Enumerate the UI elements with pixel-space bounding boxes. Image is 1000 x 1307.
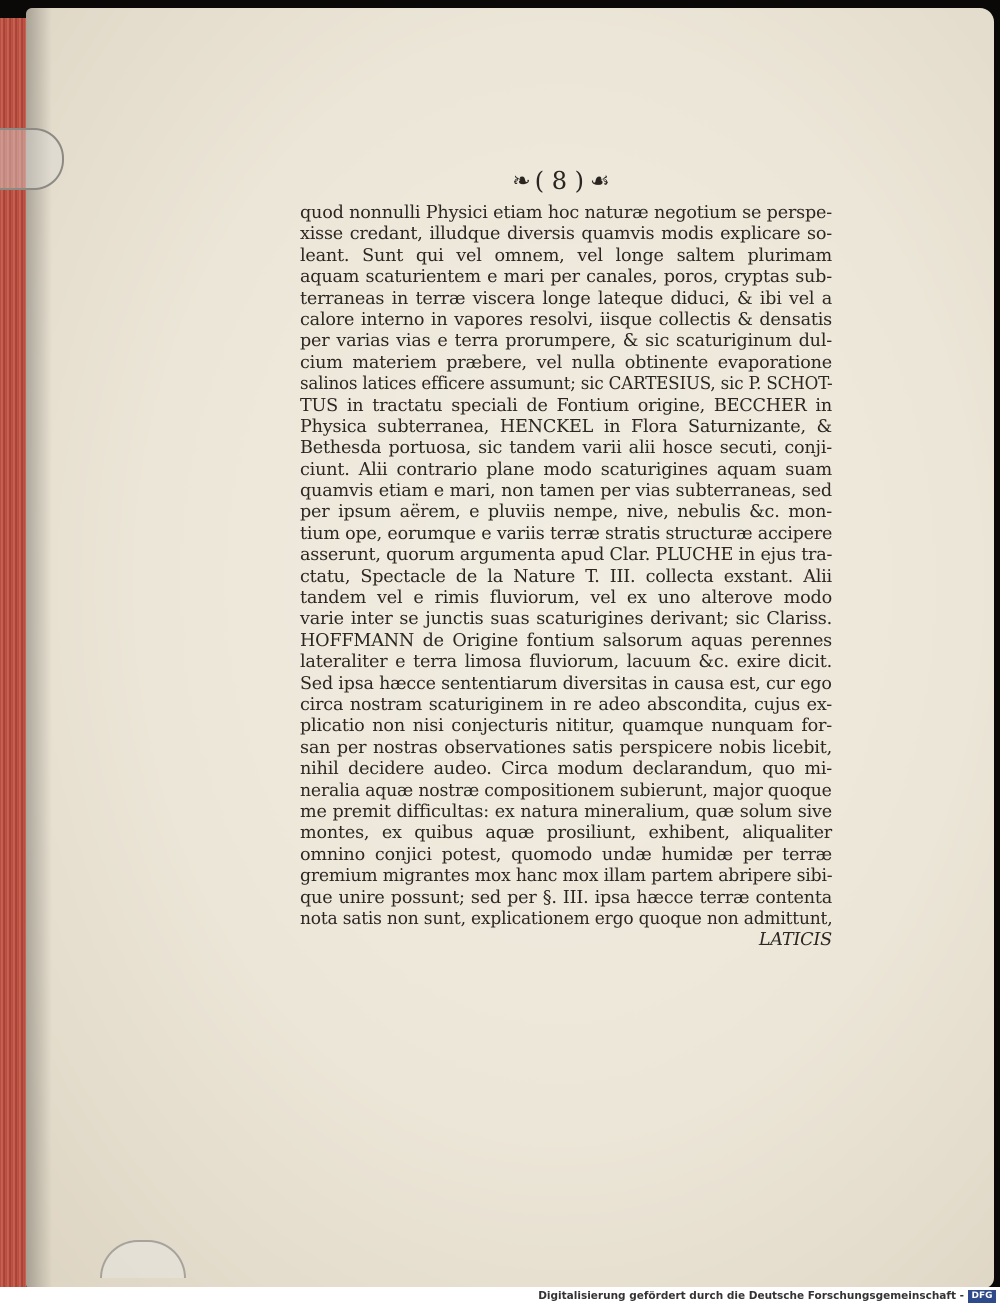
text-line: Physica subterranea, HENCKEL in Flora Saturnizante, & [300, 416, 832, 437]
text-line: ctatu, Spectacle de la Nature T. III. collecta exstant. Alii [300, 566, 832, 587]
text-line: san per nostras observationes satis perspicere nobis licebit, [300, 737, 832, 758]
text-line: cium materiem præbere, vel nulla obtinente evaporatione [300, 352, 832, 373]
scan-border [994, 0, 1000, 1287]
text-line: salinos latices efficere assumunt; sic CARTESIUS, sic P. SCHOT- [300, 374, 833, 395]
ornament-left-icon: ❧ [512, 168, 529, 194]
page-header [470, 164, 650, 198]
text-line: que unire possunt; sed per §. III. ipsa hæcce terræ contenta [300, 887, 832, 908]
page-number: ( 8 ) [534, 167, 584, 195]
text-line: asserunt, quorum argumenta apud Clar. PLUCHE in ejus tra- [300, 545, 833, 566]
text-line: tandem vel e rimis fluviorum, vel ex uno alterove modo [300, 588, 832, 609]
text-line: quamvis etiam e mari, non tamen per vias subterraneas, sed [300, 481, 832, 502]
text-line: aquam scaturientem e mari per canales, poros, cryptas sub- [300, 267, 832, 288]
text-line: Sed ipsa hæcce sententiarum diversitas in causa est, cur ego [300, 673, 832, 694]
text-line: HOFFMANN de Origine fontium salsorum aquas perennes [300, 630, 832, 651]
text-line: TUS in tractatu speciali de Fontium origine, BECCHER in [300, 395, 832, 416]
text-line: lateraliter e terra limosa fluviorum, lacuum &c. exire dicit. [300, 652, 832, 673]
footer-bar [0, 1287, 1000, 1307]
catchword: LATICIS [758, 930, 832, 951]
text-line: quod nonnulli Physici etiam hoc naturæ negotium se perspe- [300, 203, 832, 223]
dfg-logo[interactable]: DFG [968, 1290, 996, 1303]
text-line: gremium migrantes mox hanc mox illam partem abripere sibi- [300, 866, 833, 887]
page-clip-top [0, 128, 64, 190]
text-line: terraneas in terræ viscera longe lateque diduci, & ibi vel a [300, 288, 832, 309]
text-line: tium ope, eorumque e variis terræ stratis structuræ accipere [300, 523, 833, 544]
text-line: me premit difficultas: ex natura mineralium, quæ solum sive [300, 801, 832, 822]
text-line: xisse credant, illudque diversis quamvis modis explicare so- [300, 224, 832, 245]
text-line: leant. Sunt qui vel omnem, vel longe saltem plurimam [300, 245, 832, 266]
text-line: ciunt. Alii contrario plane modo scaturigines aquam suam [300, 459, 832, 480]
text-line: per varias vias e terra prorumpere, & sic scaturiginum dul- [300, 331, 832, 352]
text-line: plicatio non nisi conjecturis nititur, quamque nunquam for- [300, 716, 832, 737]
body-text [300, 203, 832, 952]
text-line: circa nostram scaturiginem in re adeo abscondita, cujus ex- [300, 694, 832, 715]
text-line: neralia aquæ nostræ compositionem subierunt, major quoque [300, 780, 832, 801]
gutter-shadow [26, 8, 52, 1288]
text-line: calore interno in vapores resolvi, iisque collectis & densatis [300, 309, 832, 330]
text-line: montes, ex quibus aquæ prosiliunt, exhibent, aliqualiter [300, 823, 832, 844]
text-line: nota satis non sunt, explicationem ergo quoque non admittunt, [300, 908, 833, 929]
text-line: omnino conjici potest, quomodo undæ humidæ per terræ [300, 844, 832, 865]
text-line: nihil decidere audeo. Circa modum declarandum, quo mi- [300, 759, 832, 780]
footer-credit: Digitalisierung gefördert durch die Deutsche Forschungsgemeinschaft - [538, 1290, 964, 1302]
text-line: Bethesda portuosa, sic tandem varii alii hosce secuti, conji- [300, 438, 832, 459]
text-line: per ipsum aërem, e pluviis nempe, nive, nebulis &c. mon- [300, 502, 832, 523]
text-line: varie inter se junctis suas scaturigines derivant; sic Clariss. [300, 609, 832, 630]
ornament-right-icon: ☙ [589, 168, 608, 194]
